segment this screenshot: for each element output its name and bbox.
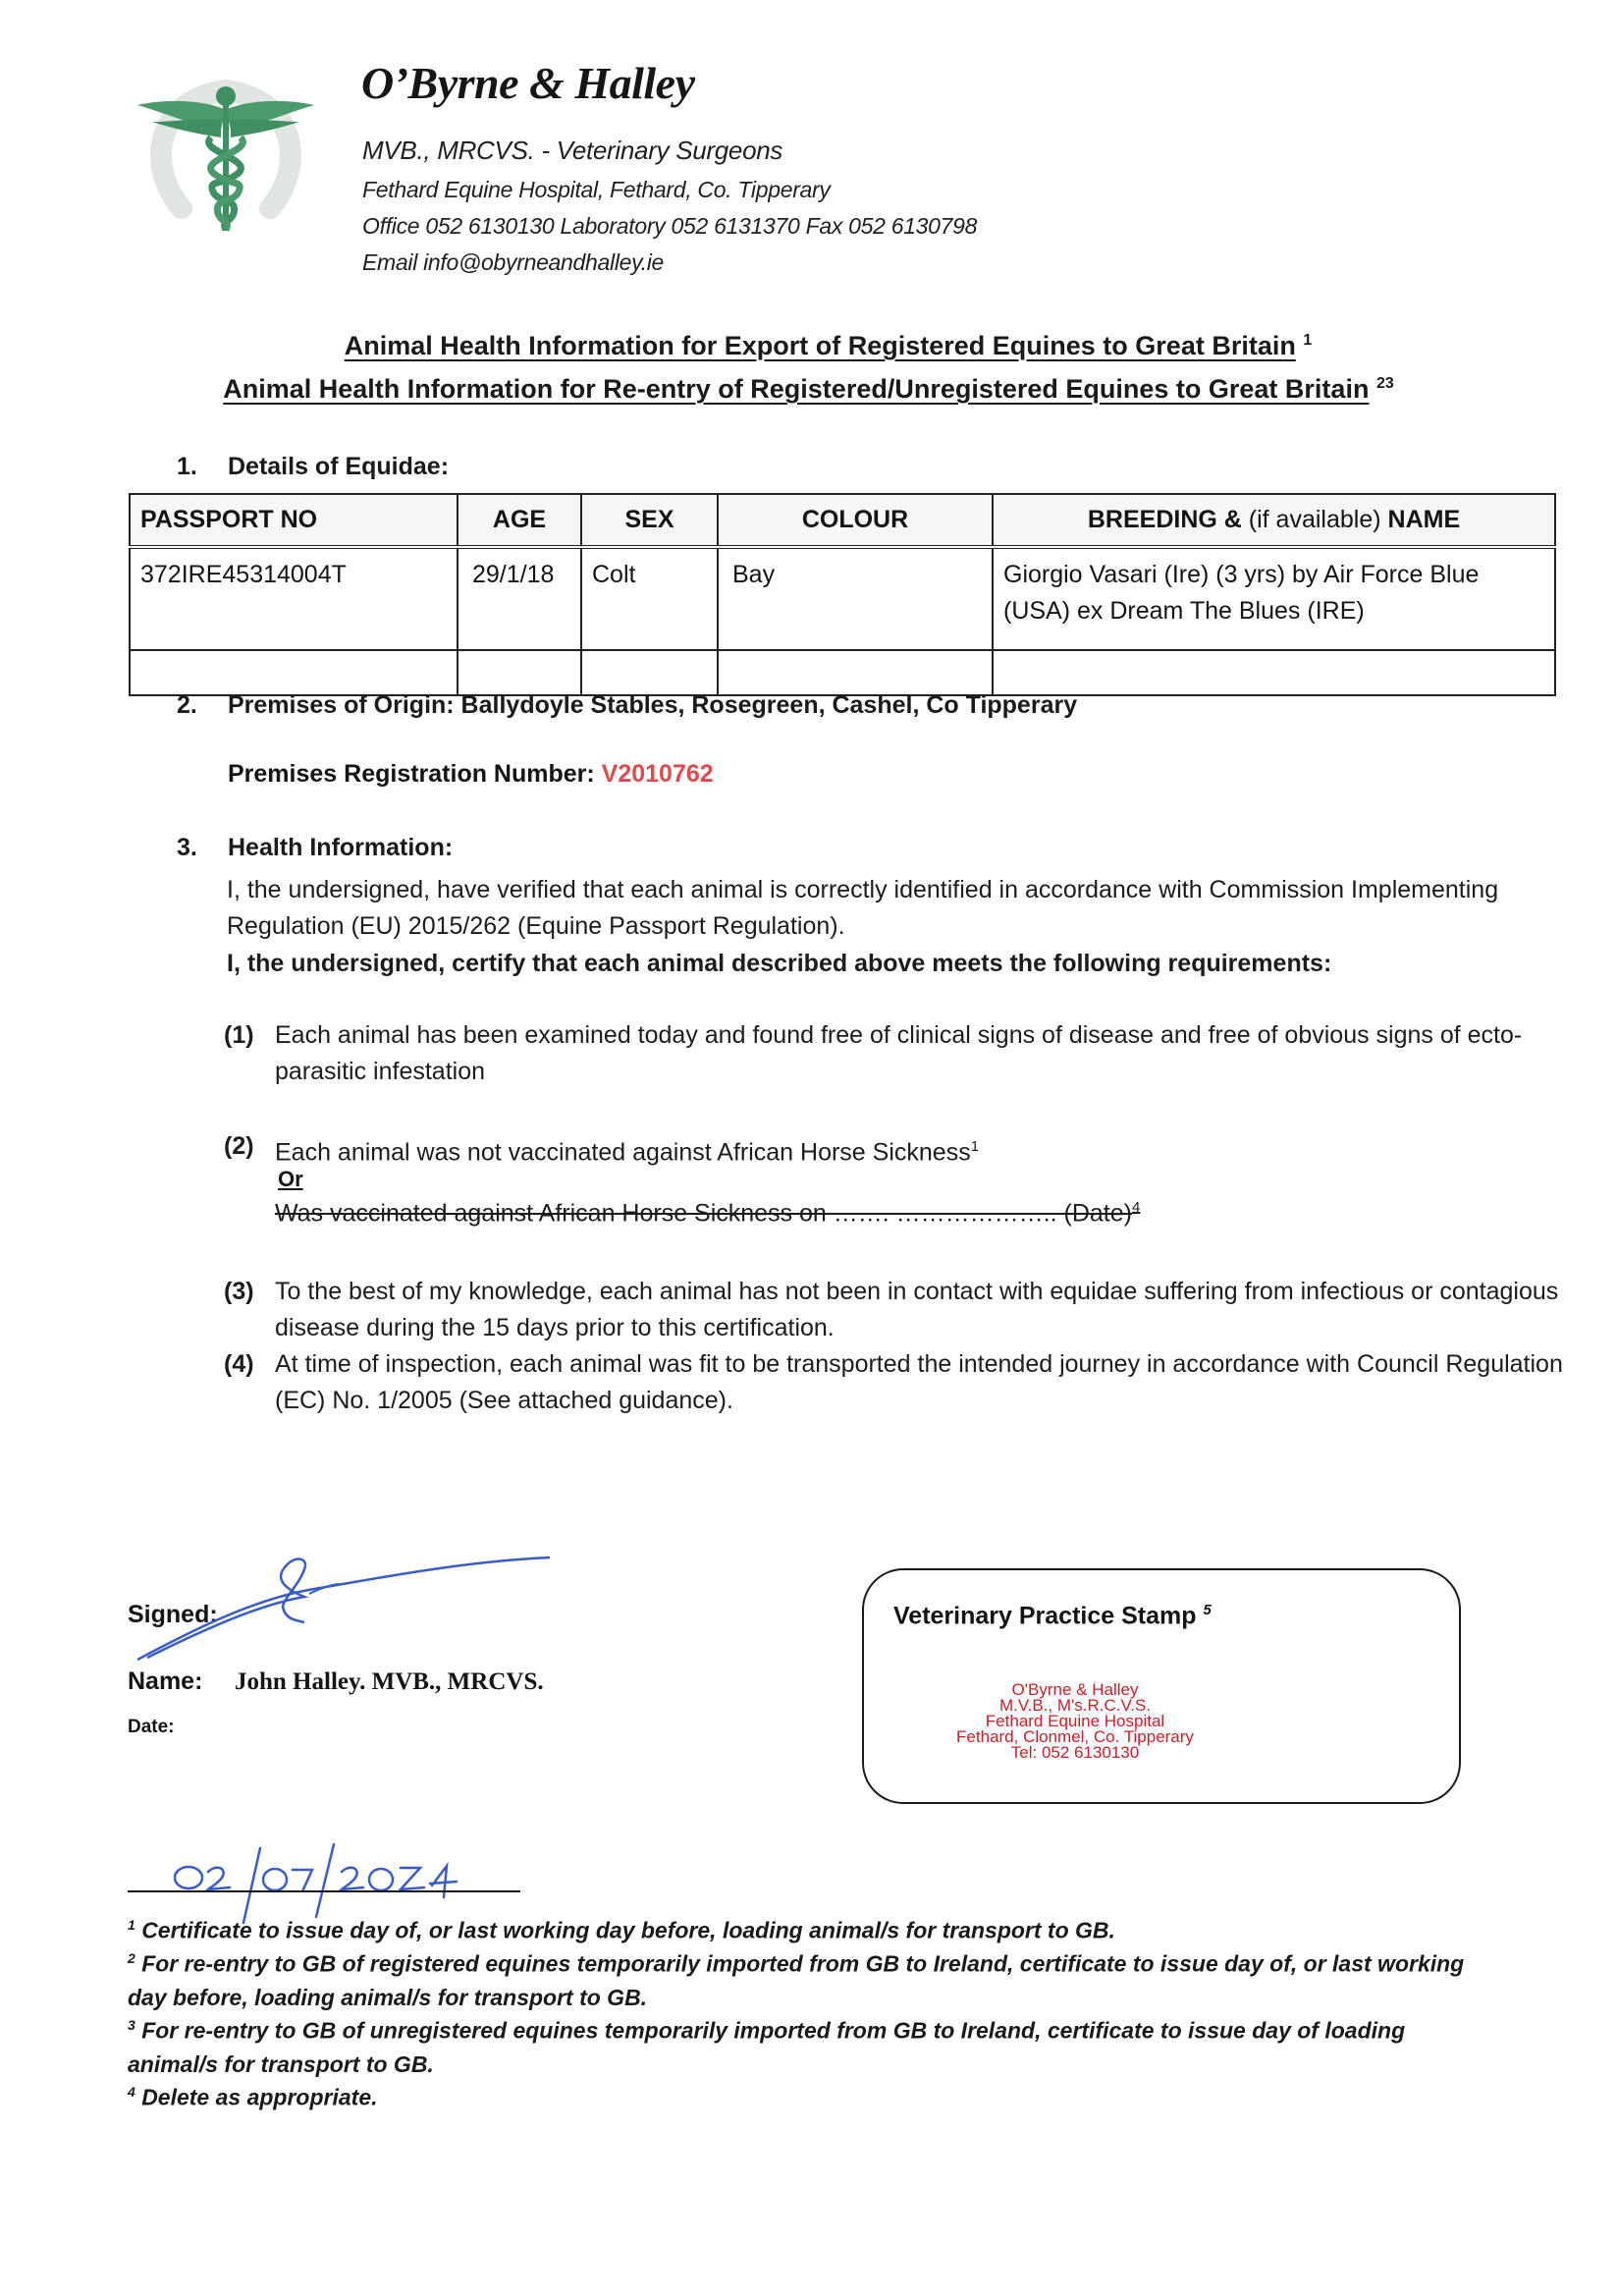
header-age: AGE [458,494,581,547]
equidae-details-table [129,493,1556,696]
name-label: Name: [128,1667,203,1695]
cell-breeding-name: Giorgio Vasari (Ire) (3 yrs) by Air Force Blue (USA) ex Dream The Blues (IRE) [993,547,1555,650]
date-label: Date: [128,1717,175,1737]
verification-statement: I, the undersigned, have verified that each animal is correctly identified in accordance with Commission Implementing Regulation (EU) 2015/262 (Equine Passport Regulation). [227,876,1499,940]
section-3-heading: 3. Health Information: [177,834,454,861]
header-colour: COLOUR [718,494,993,547]
header-sex: SEX [581,494,718,547]
cell-age: 29/1/18 [458,547,581,650]
phone-numbers: Office 052 6130130 Laboratory 052 6131370 Fax 052 6130798 [362,213,978,239]
footnote-4: $^4$ Delete as appropriate. [128,2084,378,2110]
requirement-3: (3) To the best of my knowledge, each animal has not been in contact with equidae suffering from infectious or contagious disease during the 15 days prior to this certification. [224,1278,1559,1341]
footnote-2: $^2$ For re-entry to GB of registered equines temporarily imported from GB to Ireland, certificate to issue day of, or last working day before, loading animal/s for transport to GB. [128,1950,1465,2010]
section-2-premises-of-origin: 2. Premises of Origin: Ballydoyle Stables, Rosegreen, Cashel, Co Tipperary [177,691,1078,719]
requirement-4: (4) At time of inspection, each animal was fit to be transported the intended journey in accordance with Council Regulation (EC) No. 1/2005 (See attached guidance). [224,1350,1563,1414]
cell-sex [581,650,718,695]
table-row [130,547,1555,650]
struck-vaccination-option: Was vaccinated against African Horse Sickness on ……. ……………….. (Date)$^4$ [275,1199,1141,1228]
header-passport-no: PASSPORT NO [130,494,458,547]
certification-statement: I, the undersigned, certify that each animal described above meets the following requirements: [227,950,1332,977]
caduceus-logo-icon [128,61,324,238]
registration-number: V2010762 [601,760,714,788]
veterinarian-name: John Halley. MVB., MRCVS. [235,1668,544,1695]
email: Email info@obyrneandhalley.ie [362,249,665,275]
premises-registration: Premises Registration Number: V2010762 [228,760,714,788]
requirement-1: (1) Each animal has been examined today and found free of clinical signs of disease and free of obvious signs of ecto-parasitic infestation [224,1021,1523,1085]
cell-colour [718,650,993,695]
header-breeding-name: BREEDING & (if available) NAME [993,494,1555,547]
cell-sex: Colt [581,547,718,650]
date-line [128,1890,520,1892]
address: Fethard Equine Hospital, Fethard, Co. Tipperary [362,177,831,202]
signature-icon [137,1550,569,1677]
firm-name: O’Byrne & Halley [361,58,695,108]
document-title-export: Animal Health Information for Export of Registered Equines to Great Britain $^1$ [344,331,1313,360]
cell-colour: Bay [718,547,993,650]
section-1-heading: 1. Details of Equidae: [177,453,450,480]
requirement-2: (2) Each animal was not vaccinated against African Horse Sickness$^1$ [224,1132,980,1167]
stamp-title: Veterinary Practice Stamp $^5$ [893,1602,1212,1630]
or-label: Or [278,1167,303,1191]
qualifications: MVB., MRCVS. - Veterinary Surgeons [362,136,783,165]
cell-passport-no [130,650,458,695]
cell-breeding-name [993,650,1555,695]
footnote-1: $^1$ Certificate to issue day of, or last working day before, loading animal/s for transport to GB. [128,1917,1115,1943]
document-title-reentry: Animal Health Information for Re-entry of Registered/Unregistered Equines to Great Britain $^{23}$ [223,374,1394,404]
cell-age [458,650,581,695]
table-row-empty [130,650,1555,695]
footnote-3: $^3$ For re-entry to GB of unregistered equines temporarily imported from GB to Ireland, certificate to issue day of loading animal/s for transport to GB. [128,2017,1406,2077]
cell-passport-no: 372IRE45314004T [130,547,458,650]
practice-stamp: O'Byrne & Halley M.V.B., M's.R.C.V.S. Fethard Equine Hospital Fethard, Clonmel, Co. Tipperary Tel: 052 6130130 [956,1680,1194,1762]
signed-label: Signed: [128,1601,218,1628]
